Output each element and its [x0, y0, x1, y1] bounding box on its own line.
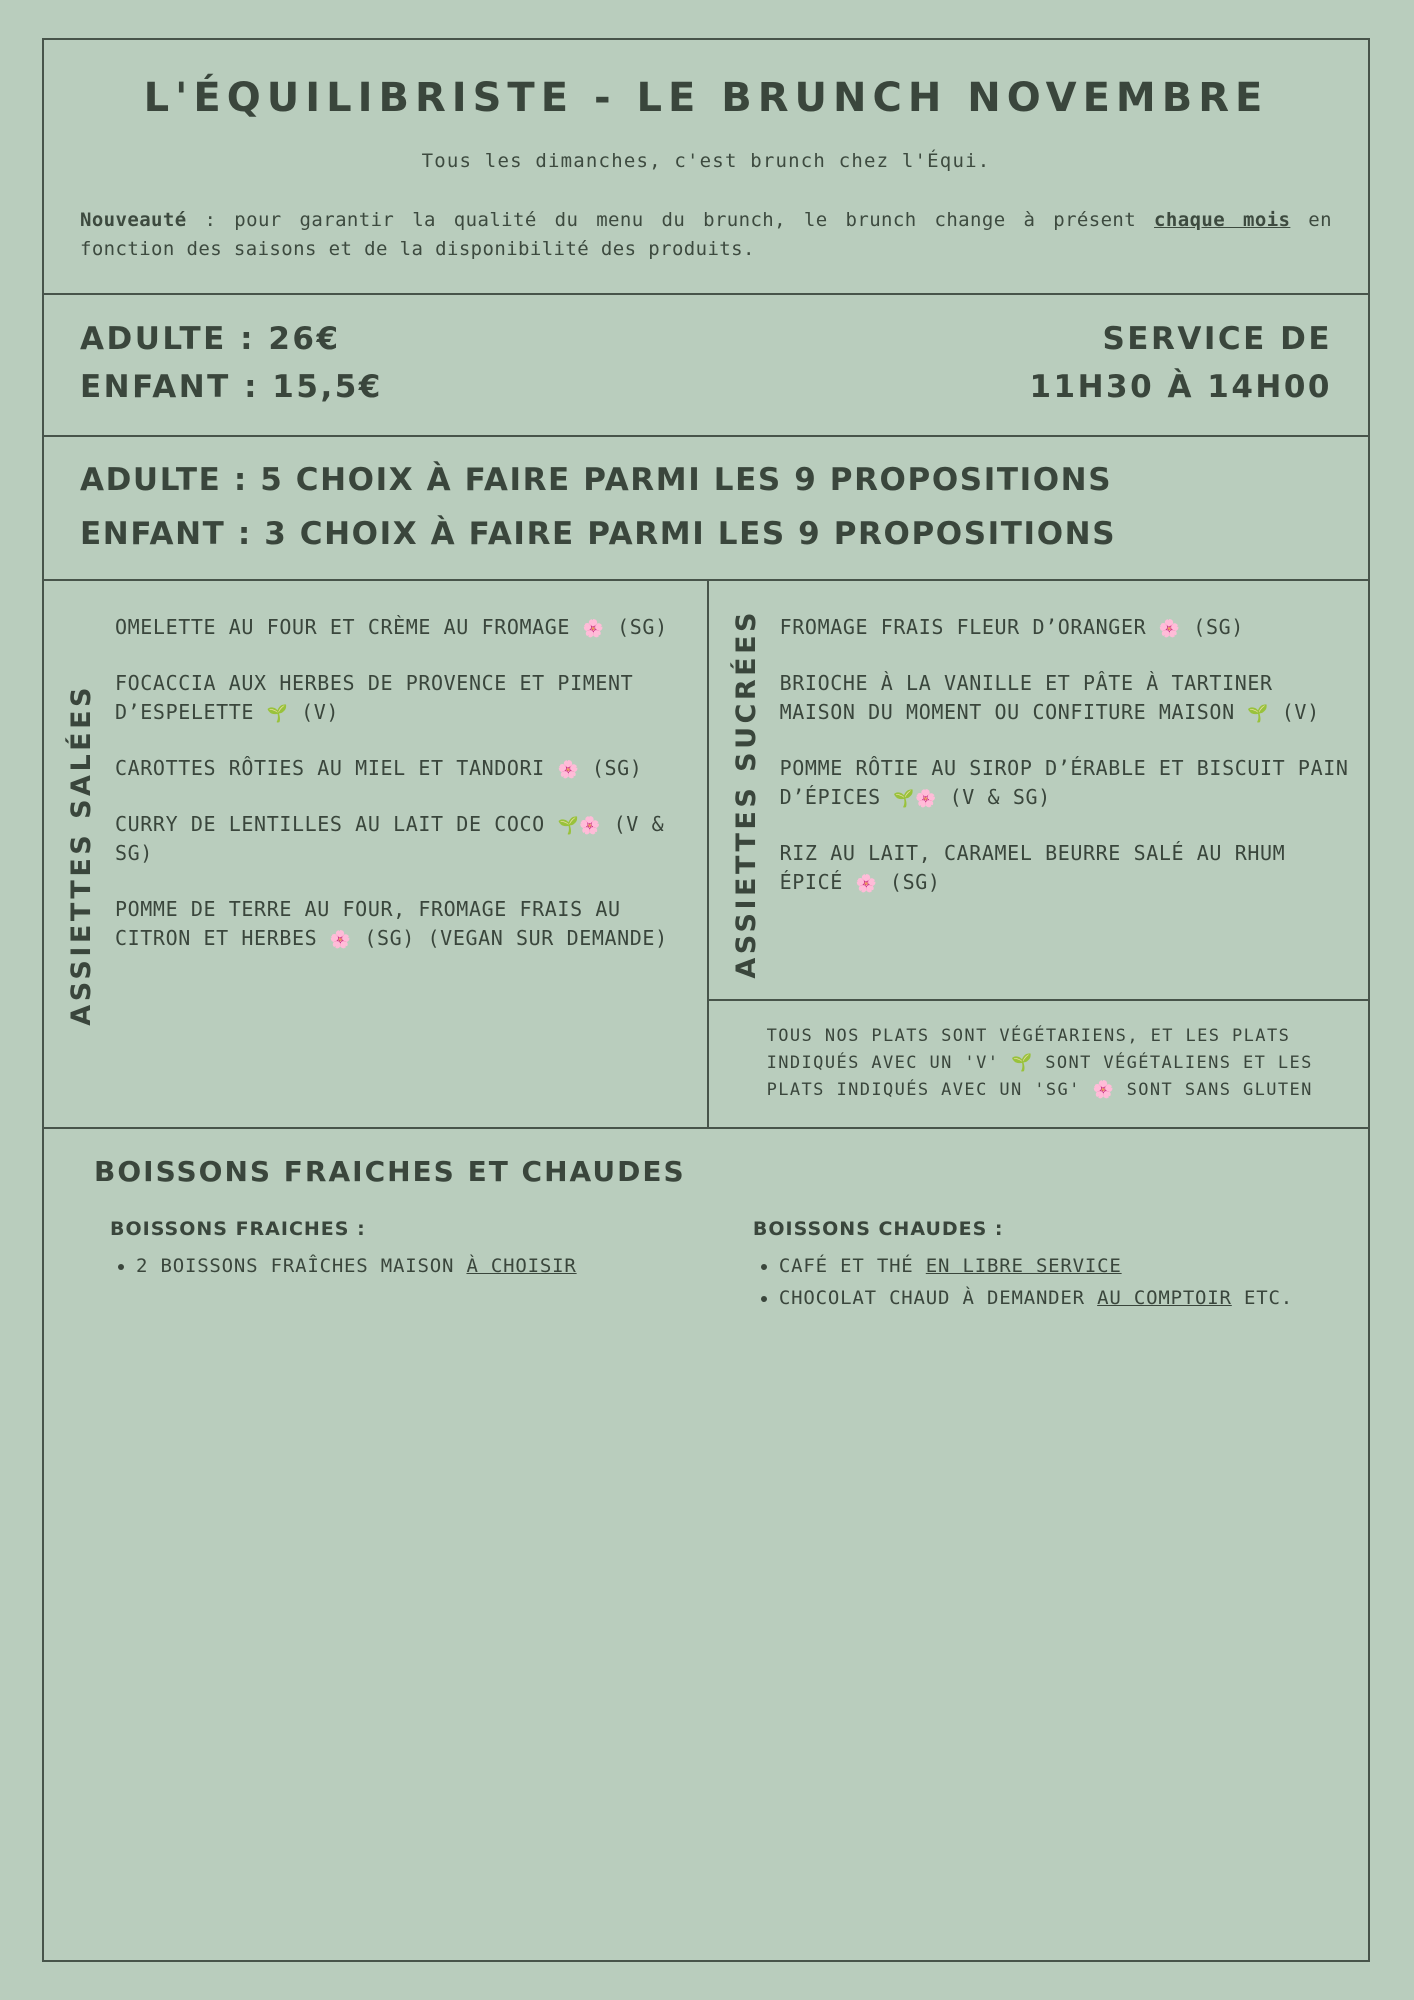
menu-item-name: CURRY DE LENTILLES AU LAIT DE COCO — [115, 812, 558, 837]
price-section — [44, 295, 1368, 437]
menu-item-tag: (SG) — [604, 615, 668, 640]
intro-part2: en fonction des saisons et de la disponibilité des produits. — [80, 209, 1332, 261]
savory-column — [44, 581, 709, 1126]
menu-item-name: CAROTTES RÔTIES AU MIEL ET TANDORI — [115, 756, 558, 781]
drink-item — [779, 1284, 1332, 1313]
menu-item — [115, 810, 691, 868]
price-block — [80, 315, 383, 411]
drink-text-suffix: ETC. — [1231, 1287, 1293, 1310]
menu-item — [780, 839, 1352, 897]
menu-item-name: POMME DE TERRE AU FOUR, FROMAGE FRAIS AU CITRON ET HERBES — [115, 897, 621, 951]
drink-text: CHOCOLAT CHAUD À DEMANDER — [778, 1287, 1098, 1310]
service-hours: 11H30 À 14H00 — [1029, 368, 1332, 405]
subtitle: Tous les dimanches, c'est brunch chez l'Équi. — [421, 150, 991, 172]
choice-section — [44, 437, 1368, 582]
drink-emphasis: AU COMPTOIR — [1097, 1287, 1232, 1310]
choice-adulte: ADULTE : 5 CHOIX À FAIRE PARMI LES 9 PROPOSITIONS — [80, 461, 1113, 498]
price-adulte: ADULTE : 26€ — [80, 320, 341, 357]
savory-label: ASSIETTES SALÉES — [66, 684, 97, 1026]
sg-icon: 🌸 — [855, 874, 878, 895]
hot-drinks-list — [753, 1252, 1332, 1313]
menu-item-name: FROMAGE FRAIS FLEUR D’ORANGER — [779, 615, 1159, 640]
vegan-icon: 🌱 — [266, 704, 289, 725]
price-enfant: ENFANT : 15,5€ — [80, 368, 383, 405]
service-label: SERVICE DE — [1102, 320, 1332, 357]
sg-icon: 🌸 — [915, 789, 937, 810]
drink-item — [136, 1252, 695, 1281]
plates-section — [44, 581, 1368, 1128]
menu-item-name: OMELETTE AU FOUR ET CRÈME AU FROMAGE — [115, 615, 583, 640]
sweet-label: ASSIETTES SUCRÉES — [730, 609, 762, 980]
menu-item-tag: (SG) — [877, 870, 941, 895]
menu-item — [780, 613, 1352, 642]
savory-items-list — [115, 609, 691, 1100]
vegan-icon: 🌱 — [557, 816, 580, 837]
vegan-icon: 🌱 — [893, 789, 916, 810]
menu-item — [115, 669, 691, 727]
sweet-column-top — [709, 581, 1368, 1001]
menu-item — [115, 754, 691, 783]
hot-drinks-column — [723, 1218, 1332, 1317]
sg-icon: 🌸 — [1158, 619, 1181, 640]
menu-item-tag: (V & SG) — [115, 812, 665, 866]
menu-item — [115, 613, 691, 642]
sweet-column — [709, 581, 1368, 1126]
service-hours-block — [1029, 315, 1332, 411]
drink-emphasis: À CHOISIR — [466, 1254, 577, 1277]
sg-icon: 🌸 — [582, 619, 605, 640]
drinks-title: BOISSONS FRAICHES ET CHAUDES — [94, 1154, 686, 1188]
vegan-icon: 🌱 — [1247, 704, 1270, 725]
drink-text: CAFÉ ET THÉ — [778, 1254, 926, 1277]
drink-emphasis: EN LIBRE SERVICE — [925, 1254, 1122, 1277]
sg-icon: 🌸 — [1092, 1080, 1116, 1101]
page-title: L'ÉQUILIBRISTE - LE BRUNCH NOVEMBRE — [143, 75, 1269, 121]
hot-drinks-label: BOISSONS CHAUDES : — [752, 1217, 1004, 1240]
note-part1: TOUS NOS PLATS SONT VÉGÉTARIENS, ET LES PLATS INDIQUÉS AVEC UN 'V' — [766, 1026, 1291, 1074]
choice-enfant: ENFANT : 3 CHOIX À FAIRE PARMI LES 9 PROPOSITIONS — [80, 516, 1117, 553]
menu-item-tag: (SG) — [579, 756, 643, 781]
menu-item-name: BRIOCHE À LA VANILLE ET PÂTE À TARTINER MAISON DU MOMENT OU CONFITURE MAISON — [779, 671, 1273, 725]
intro-underline: chaque mois — [1154, 209, 1291, 231]
drink-text: 2 BOISSONS FRAÎCHES MAISON — [136, 1254, 467, 1277]
menu-item — [115, 895, 691, 953]
menu-item — [780, 669, 1352, 727]
drinks-columns — [86, 1218, 1332, 1317]
diet-note — [709, 1001, 1368, 1127]
sg-icon: 🌸 — [579, 816, 601, 837]
menu-item-name: RIZ AU LAIT, CARAMEL BEURRE SALÉ AU RHUM ÉPICÉ — [779, 841, 1286, 895]
intro-bold: Nouveauté — [80, 209, 187, 231]
menu-item-tag: (SG) — [1180, 615, 1244, 640]
menu-item-tag: (V & SG) — [936, 785, 1051, 810]
menu-item-tag: (SG) (VEGAN SUR DEMANDE) — [351, 926, 668, 951]
sweet-items-list — [780, 609, 1352, 979]
menu-item-name: POMME RÔTIE AU SIROP D’ÉRABLE ET BISCUIT PAIN D’ÉPICES — [779, 756, 1349, 810]
drinks-section — [44, 1129, 1368, 1960]
menu-item-name: FOCACCIA AUX HERBES DE PROVENCE ET PIMENT D’ESPELETTE — [115, 671, 634, 725]
sg-icon: 🌸 — [557, 760, 580, 781]
sg-icon: 🌸 — [329, 930, 352, 951]
note-part3: SONT SANS GLUTEN — [1126, 1080, 1313, 1101]
header-section — [44, 40, 1368, 295]
menu-item-tag: (V) — [1269, 700, 1320, 725]
drink-item — [779, 1252, 1332, 1281]
cold-drinks-label: BOISSONS FRAICHES : — [110, 1217, 366, 1240]
menu-item-tag: (V) — [288, 700, 340, 725]
note-part2: SONT VÉGÉTALIENS ET LES PLATS INDIQUÉS AVEC UN 'SG' — [766, 1053, 1313, 1101]
intro-paragraph — [80, 206, 1332, 265]
menu-item — [780, 754, 1352, 812]
menu-frame — [42, 38, 1370, 1962]
cold-drinks-list — [110, 1252, 695, 1281]
vegan-icon: 🌱 — [1010, 1053, 1034, 1074]
intro-part1: : pour garantir la qualité du menu du brunch, le brunch change à présent — [186, 209, 1155, 231]
cold-drinks-column — [86, 1218, 695, 1317]
